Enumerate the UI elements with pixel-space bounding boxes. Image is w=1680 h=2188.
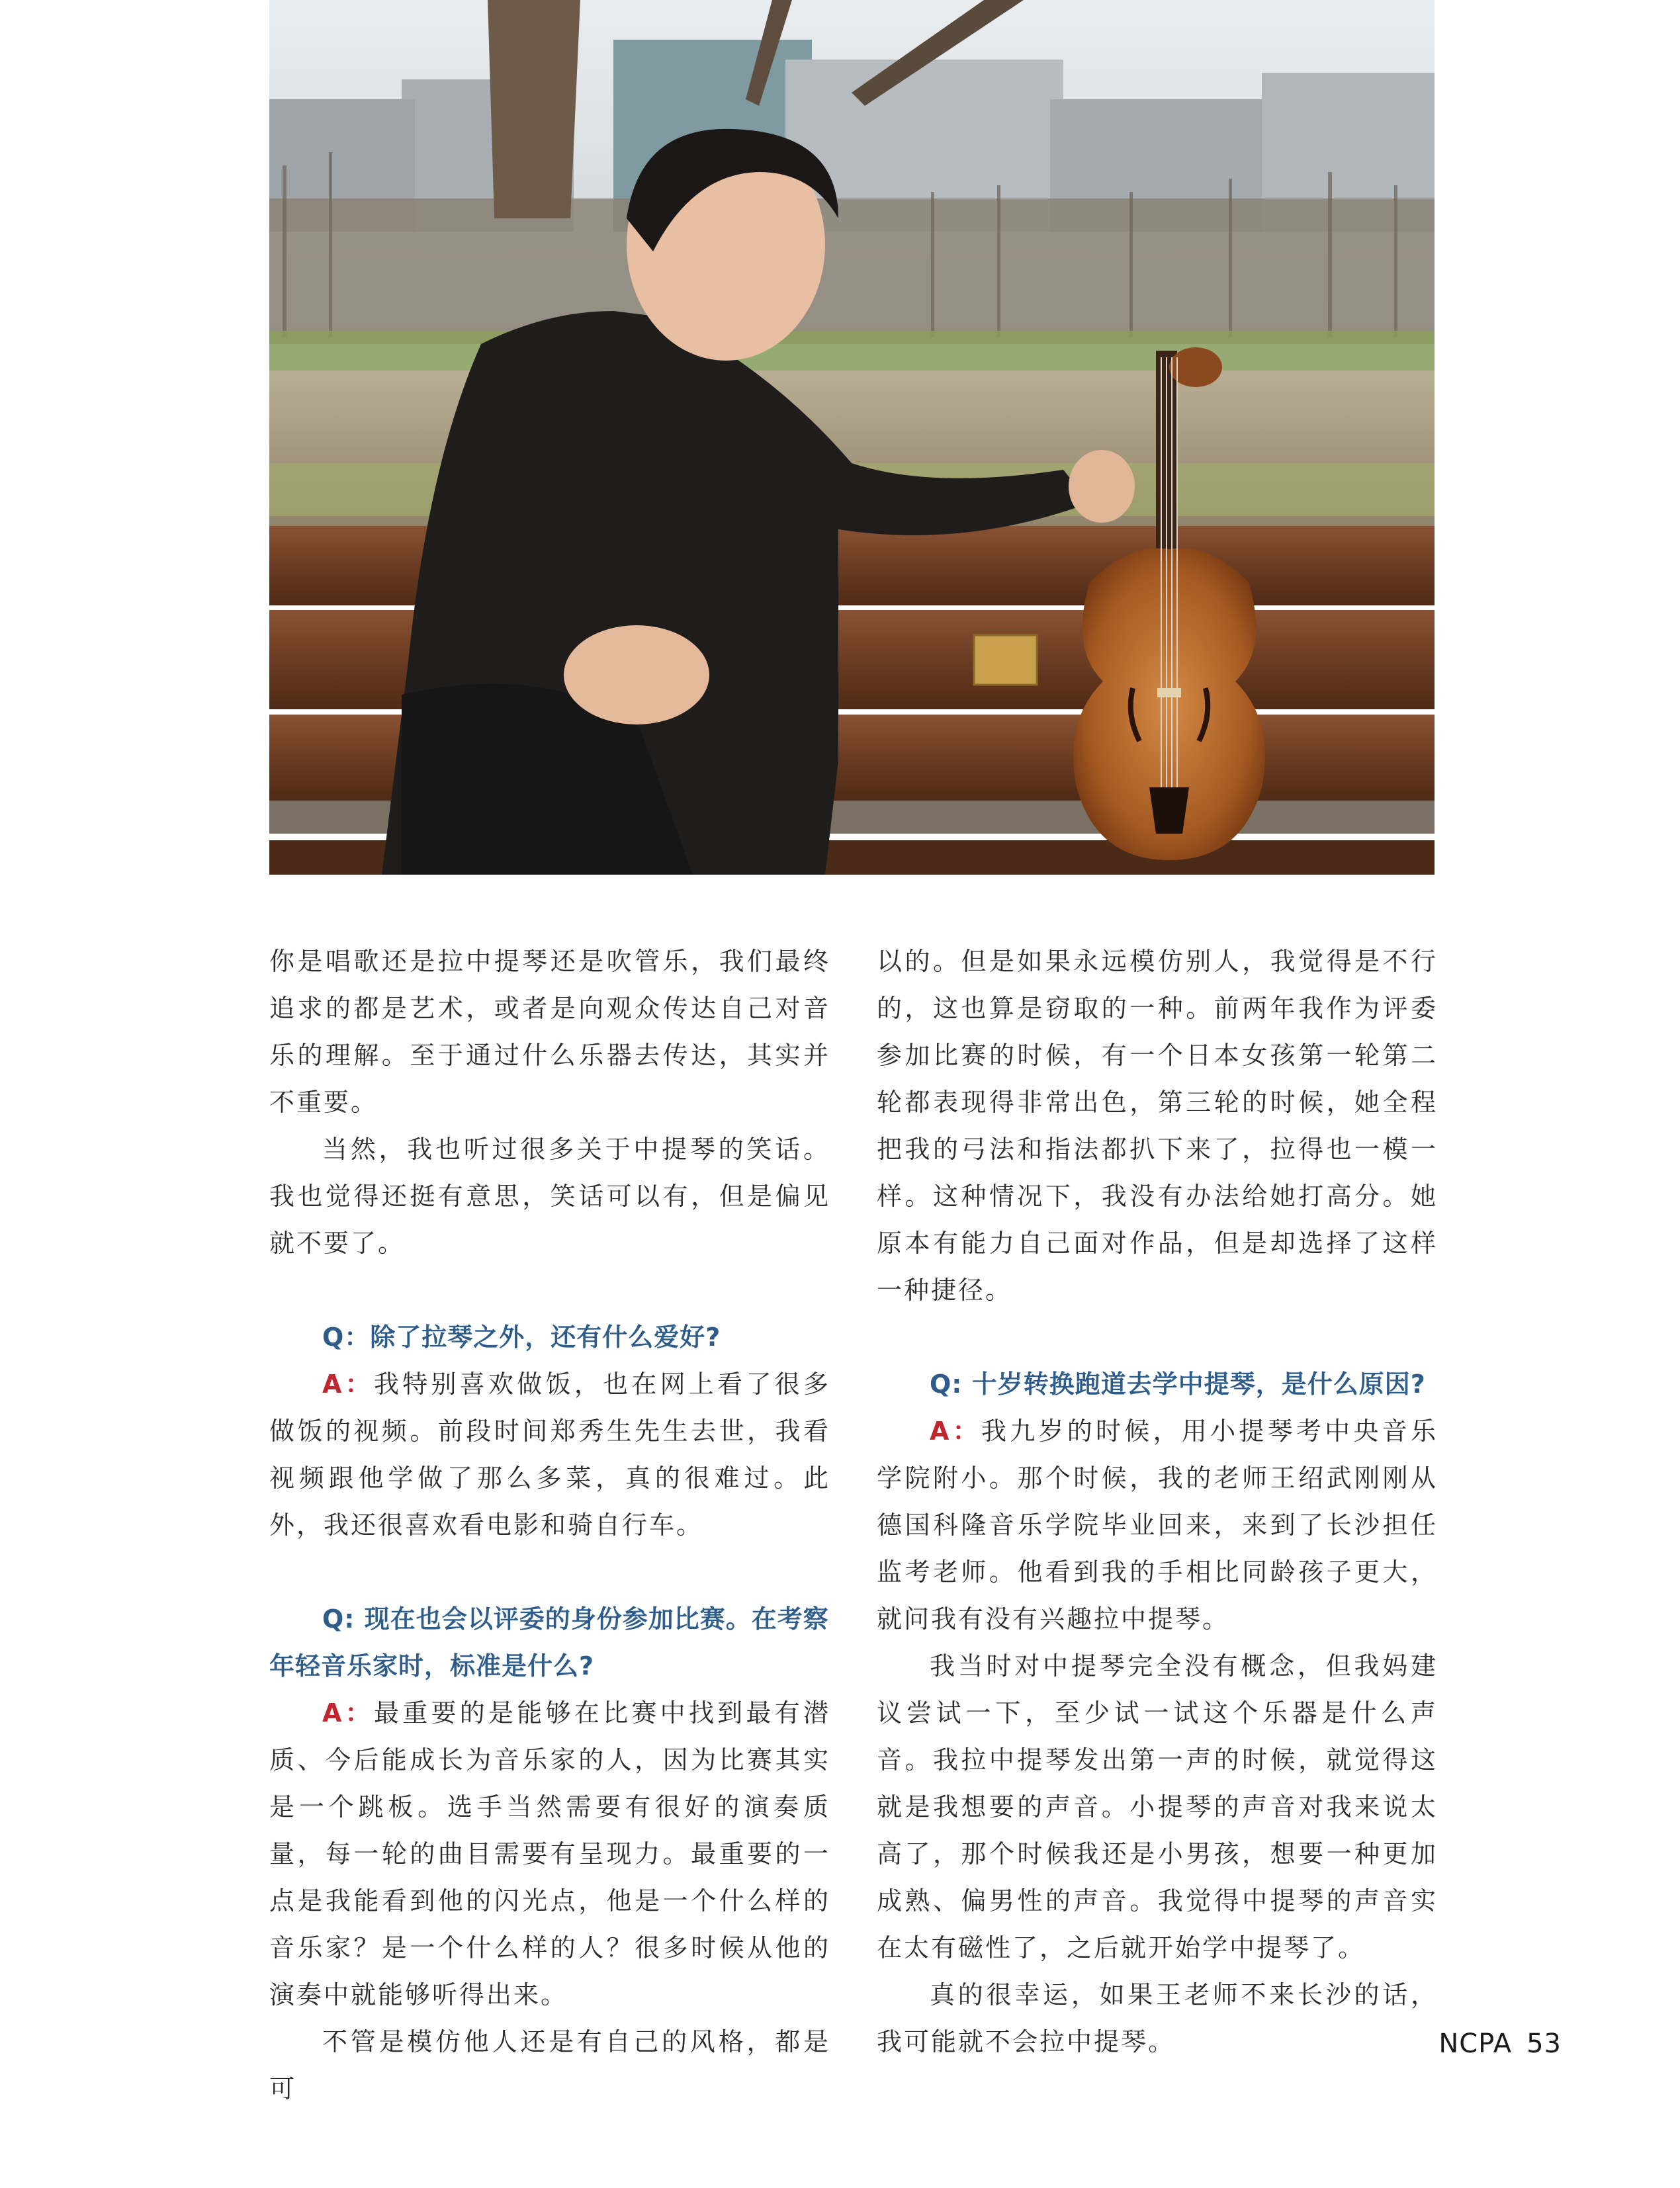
answer-text: 我特别喜欢做饭，也在网上看了很多做饭的视频。前段时间郑秀生先生去世，我看视频跟他学做了那么多菜，真的很难过。此外，我还很喜欢看电影和骑自行车。 bbox=[269, 1370, 830, 1540]
answer-mark: A： bbox=[322, 1698, 374, 1728]
question-heading: Q: 现在也会以评委的身份参加比赛。在考察年轻音乐家时，标准是什么? bbox=[269, 1604, 829, 1681]
paragraph: 以的。但是如果永远模仿别人，我觉得是不行的，这也算是窃取的一种。前两年我作为评委参加比赛的时候，有一个日本女孩第一轮第二轮都表现得非常出色，第三轮的时候，她全程把我的弓法和指法都扒下来了，拉得也一模一样。这种情况下，我没有办法给她打高分。她原本有能力自己面对作品，但是却选择了这样一种捷径。 bbox=[877, 947, 1438, 1305]
answer-paragraph bbox=[269, 1690, 830, 2019]
page-folio bbox=[1438, 2029, 1562, 2059]
left-text-column bbox=[269, 938, 830, 2113]
question-heading: Q: 十岁转换跑道去学中提琴，是什么原因? bbox=[930, 1370, 1426, 1399]
right-text-column bbox=[877, 938, 1438, 2066]
spacer bbox=[877, 1314, 1438, 1361]
answer-mark: A： bbox=[930, 1417, 981, 1446]
answer-mark: A： bbox=[322, 1370, 374, 1399]
paragraph: 不管是模仿他人还是有自己的风格，都是可 bbox=[269, 2027, 830, 2103]
paragraph: 我当时对中提琴完全没有概念，但我妈建议尝试一下，至少试一试这个乐器是什么声音。我拉中提琴发出第一声的时候，就觉得这就是我想要的声音。小提琴的声音对我来说太高了，那个时候我还是小男孩，想要一种更加成熟、偏男性的声音。我觉得中提琴的声音实在太有磁性了，之后就开始学中提琴了。 bbox=[877, 1651, 1438, 1962]
answer-paragraph bbox=[877, 1408, 1438, 1643]
photo-illustration bbox=[269, 0, 1435, 875]
spacer bbox=[269, 1267, 830, 1314]
violinist-on-bench-photo bbox=[269, 0, 1435, 875]
answer-paragraph bbox=[269, 1361, 830, 1549]
publication-name: NCPA bbox=[1438, 2029, 1513, 2059]
answer-text: 我九岁的时候，用小提琴考中央音乐学院附小。那个时候，我的老师王绍武刚刚从德国科隆音乐学院毕业回来，来到了长沙担任监考老师。他看到我的手相比同龄孩子更大，就问我有没有兴趣拉中提琴。 bbox=[877, 1417, 1438, 1634]
paragraph: 真的很幸运，如果王老师不来长沙的话，我可能就不会拉中提琴。 bbox=[877, 1980, 1438, 2056]
page-number: 53 bbox=[1526, 2029, 1562, 2059]
paragraph: 当然，我也听过很多关于中提琴的笑话。我也觉得还挺有意思，笑话可以有，但是偏见就不要了。 bbox=[269, 1135, 830, 1258]
answer-text: 最重要的是能够在比赛中找到最有潜质、今后能成长为音乐家的人，因为比赛其实是一个跳板。选手当然需要有很好的演奏质量，每一轮的曲目需要有呈现力。最重要的一点是我能看到他的闪光点，他是一个什么样的音乐家？是一个什么样的人？很多时候从他的演奏中就能够听得出来。 bbox=[269, 1698, 830, 2009]
paragraph: 你是唱歌还是拉中提琴还是吹管乐，我们最终追求的都是艺术，或者是向观众传达自己对音乐的理解。至于通过什么乐器去传达，其实并不重要。 bbox=[269, 947, 830, 1117]
question-heading: Q：除了拉琴之外，还有什么爱好? bbox=[322, 1323, 721, 1352]
spacer bbox=[269, 1549, 830, 1596]
